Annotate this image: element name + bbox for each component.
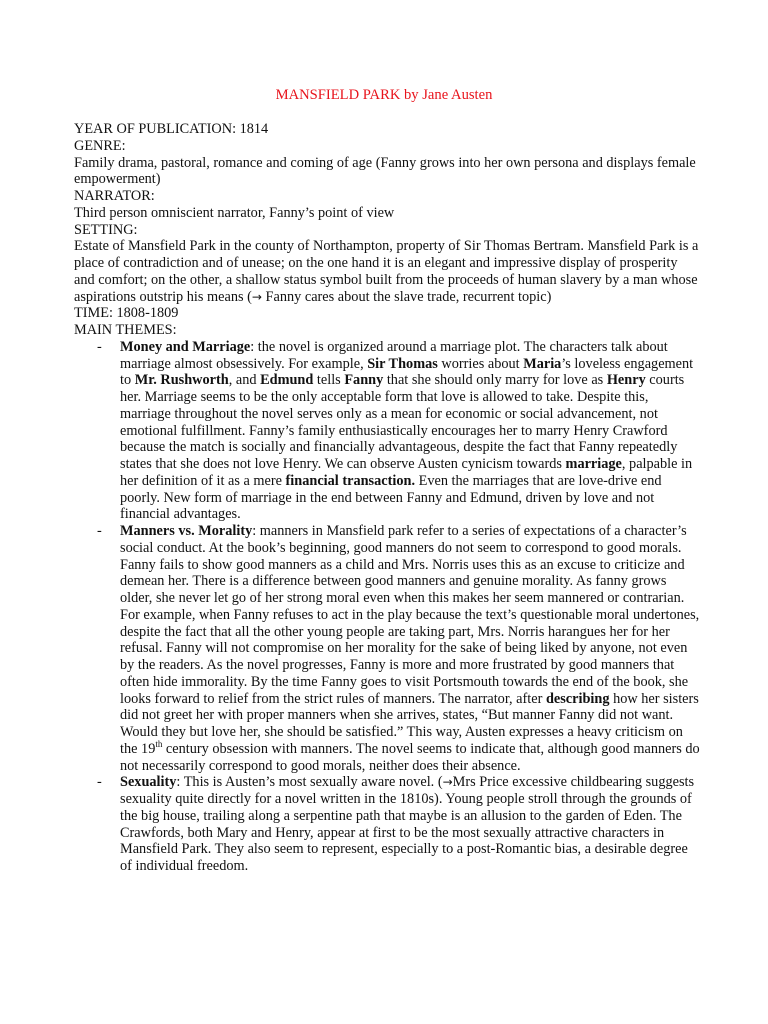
theme-text: , and: [228, 372, 261, 389]
theme-text: , palpable in her definition of it as a mere: [120, 456, 693, 489]
bold-term: financial transaction.: [285, 472, 416, 489]
theme-text: Even the marriages that are love-drive end poorly. New form of marriage in the end between Fanny and Edmund, driven by love and not financial advantages.: [120, 472, 662, 523]
genre-text: Family drama, pastoral, romance and coming of age (Fanny grows into her own persona and displays female empowerment): [74, 154, 696, 188]
document-title: MANSFIELD PARK by Jane Austen: [275, 87, 493, 103]
theme-text: : manners in Mansfield park refer to a series of expectations of a character’s social conduct. At the book’s beginning, good manners do not seem to correspond to good morals. Fanny fails to show good manners as a child and Mrs. Norris uses this as an excuse to criticize and demean her. There is a difference between good manners and genuine morality. As fanny grows older, she never let go of her strong moral even when this makes her seem mannered or contrarian. For example, when Fanny refuses to act in the play because the text’s questionable moral undertones, despite the fact that all the other young people are taking part, Mrs. Norris harangues her for her refusal. Fanny will not compromise on her morality for the sake of being liked by anyone, not even by the readers. As the novel progresses, Fanny is more and more frustrated by good manners that often hide immorality. By the time Fanny goes to visit Portsmouth towards the end of the book, she looks forward to relief from the strict rules of manners. The narrator, after: [120, 523, 700, 707]
theme-manners-vs-morality: [74, 523, 700, 774]
theme-text: how her sisters did not greet her with proper manners when she arrives, states, “But manner Fanny did not want. Would they but love her, she should be satisfied.” This way, Austen expresses a heavy criticism on the 19: [120, 690, 699, 757]
theme-money-and-marriage: [74, 339, 700, 523]
theme-heading: Sexuality: [120, 774, 177, 791]
theme-text: that she should only marry for love as: [383, 372, 607, 389]
theme-heading: Manners vs. Morality: [120, 523, 253, 539]
theme-text: worries about: [437, 355, 524, 372]
bullet-dash: -: [97, 338, 102, 355]
bold-term: Mr. Rushworth: [134, 372, 229, 389]
bullet-dash: -: [97, 774, 102, 791]
bold-term: describing: [545, 690, 610, 707]
theme-text: : This is Austen’s most sexually aware novel. (: [176, 774, 443, 791]
narrator-text: Third person omniscient narrator, Fanny’s point of view: [74, 204, 395, 221]
theme-heading: Money and Marriage: [120, 338, 251, 355]
bold-term: Henry: [606, 372, 646, 389]
theme-text: : the novel is organized around a marriage plot. The characters talk about marriage almost obsessively. For example,: [120, 338, 668, 372]
themes-list: [74, 339, 700, 875]
time-period: TIME: 1808-1809: [74, 305, 179, 322]
theme-text: century obsession with manners. The novel seems to indicate that, although good manners do not necessarily correspond to good morals, neither does their absence.: [120, 740, 700, 774]
theme-text: Mrs Price excessive childbearing suggests sexuality quite directly for a novel written in the 1810s). Young people stroll through the grounds of the big house, trailing along a serpentine path that maybe is an allusion to the garden of Eden. The Crawfords, both Mary and Henry, appear at first to be the most sexually attractive characters in Mansfield Park. They also seem to represent, especially to a post-Romantic bias, a desirable degree of individual freedom.: [120, 774, 695, 874]
setting-label: SETTING:: [74, 221, 138, 238]
setting-text: [74, 238, 700, 305]
bold-term: Edmund: [260, 372, 314, 389]
main-themes-label: MAIN THEMES:: [74, 322, 177, 338]
theme-text: tells: [313, 372, 345, 389]
bold-term: Maria: [523, 355, 562, 372]
bold-term: marriage: [565, 456, 622, 472]
arrow-right-icon: →: [442, 775, 453, 790]
bold-term: Fanny: [344, 372, 384, 389]
publication-year: YEAR OF PUBLICATION: 1814: [74, 121, 269, 137]
bold-term: Sir Thomas: [367, 355, 438, 372]
genre-label: GENRE:: [74, 137, 126, 154]
bullet-dash: -: [97, 523, 102, 539]
superscript-th: th: [155, 738, 163, 749]
arrow-right-icon: →: [251, 289, 262, 304]
narrator-label: NARRATOR:: [74, 188, 155, 204]
document-body: [74, 121, 700, 875]
theme-sexuality: [74, 774, 700, 875]
setting-text-part: Estate of Mansfield Park in the county of Northampton, property of Sir Thomas Bertram. Mansfield Park is a place of contradiction and of unease; on the one hand it is an elegant and impressive display of prosperity and comfort; on the other, a shallow status symbol built from the proceeds of human slavery by a man whose aspirations outstrip his means (: [74, 238, 699, 305]
theme-text: ’s loveless engagement to: [120, 355, 694, 389]
setting-text-part: Fanny cares about the slave trade, recurrent topic): [261, 288, 552, 305]
theme-text: courts her. Marriage seems to be the only acceptable form that love is allowed to take. Despite this, marriage throughout the novel serves only as a mean for economic or social advancement, not emotional fulfillment. Fanny’s family enthusiastically encourages her to marry Henry Crawford because the match is socially and financially advantageous, despite the fact that Fanny repeatedly states that she does not love Henry. We can observe Austen cynicism towards: [120, 372, 685, 472]
